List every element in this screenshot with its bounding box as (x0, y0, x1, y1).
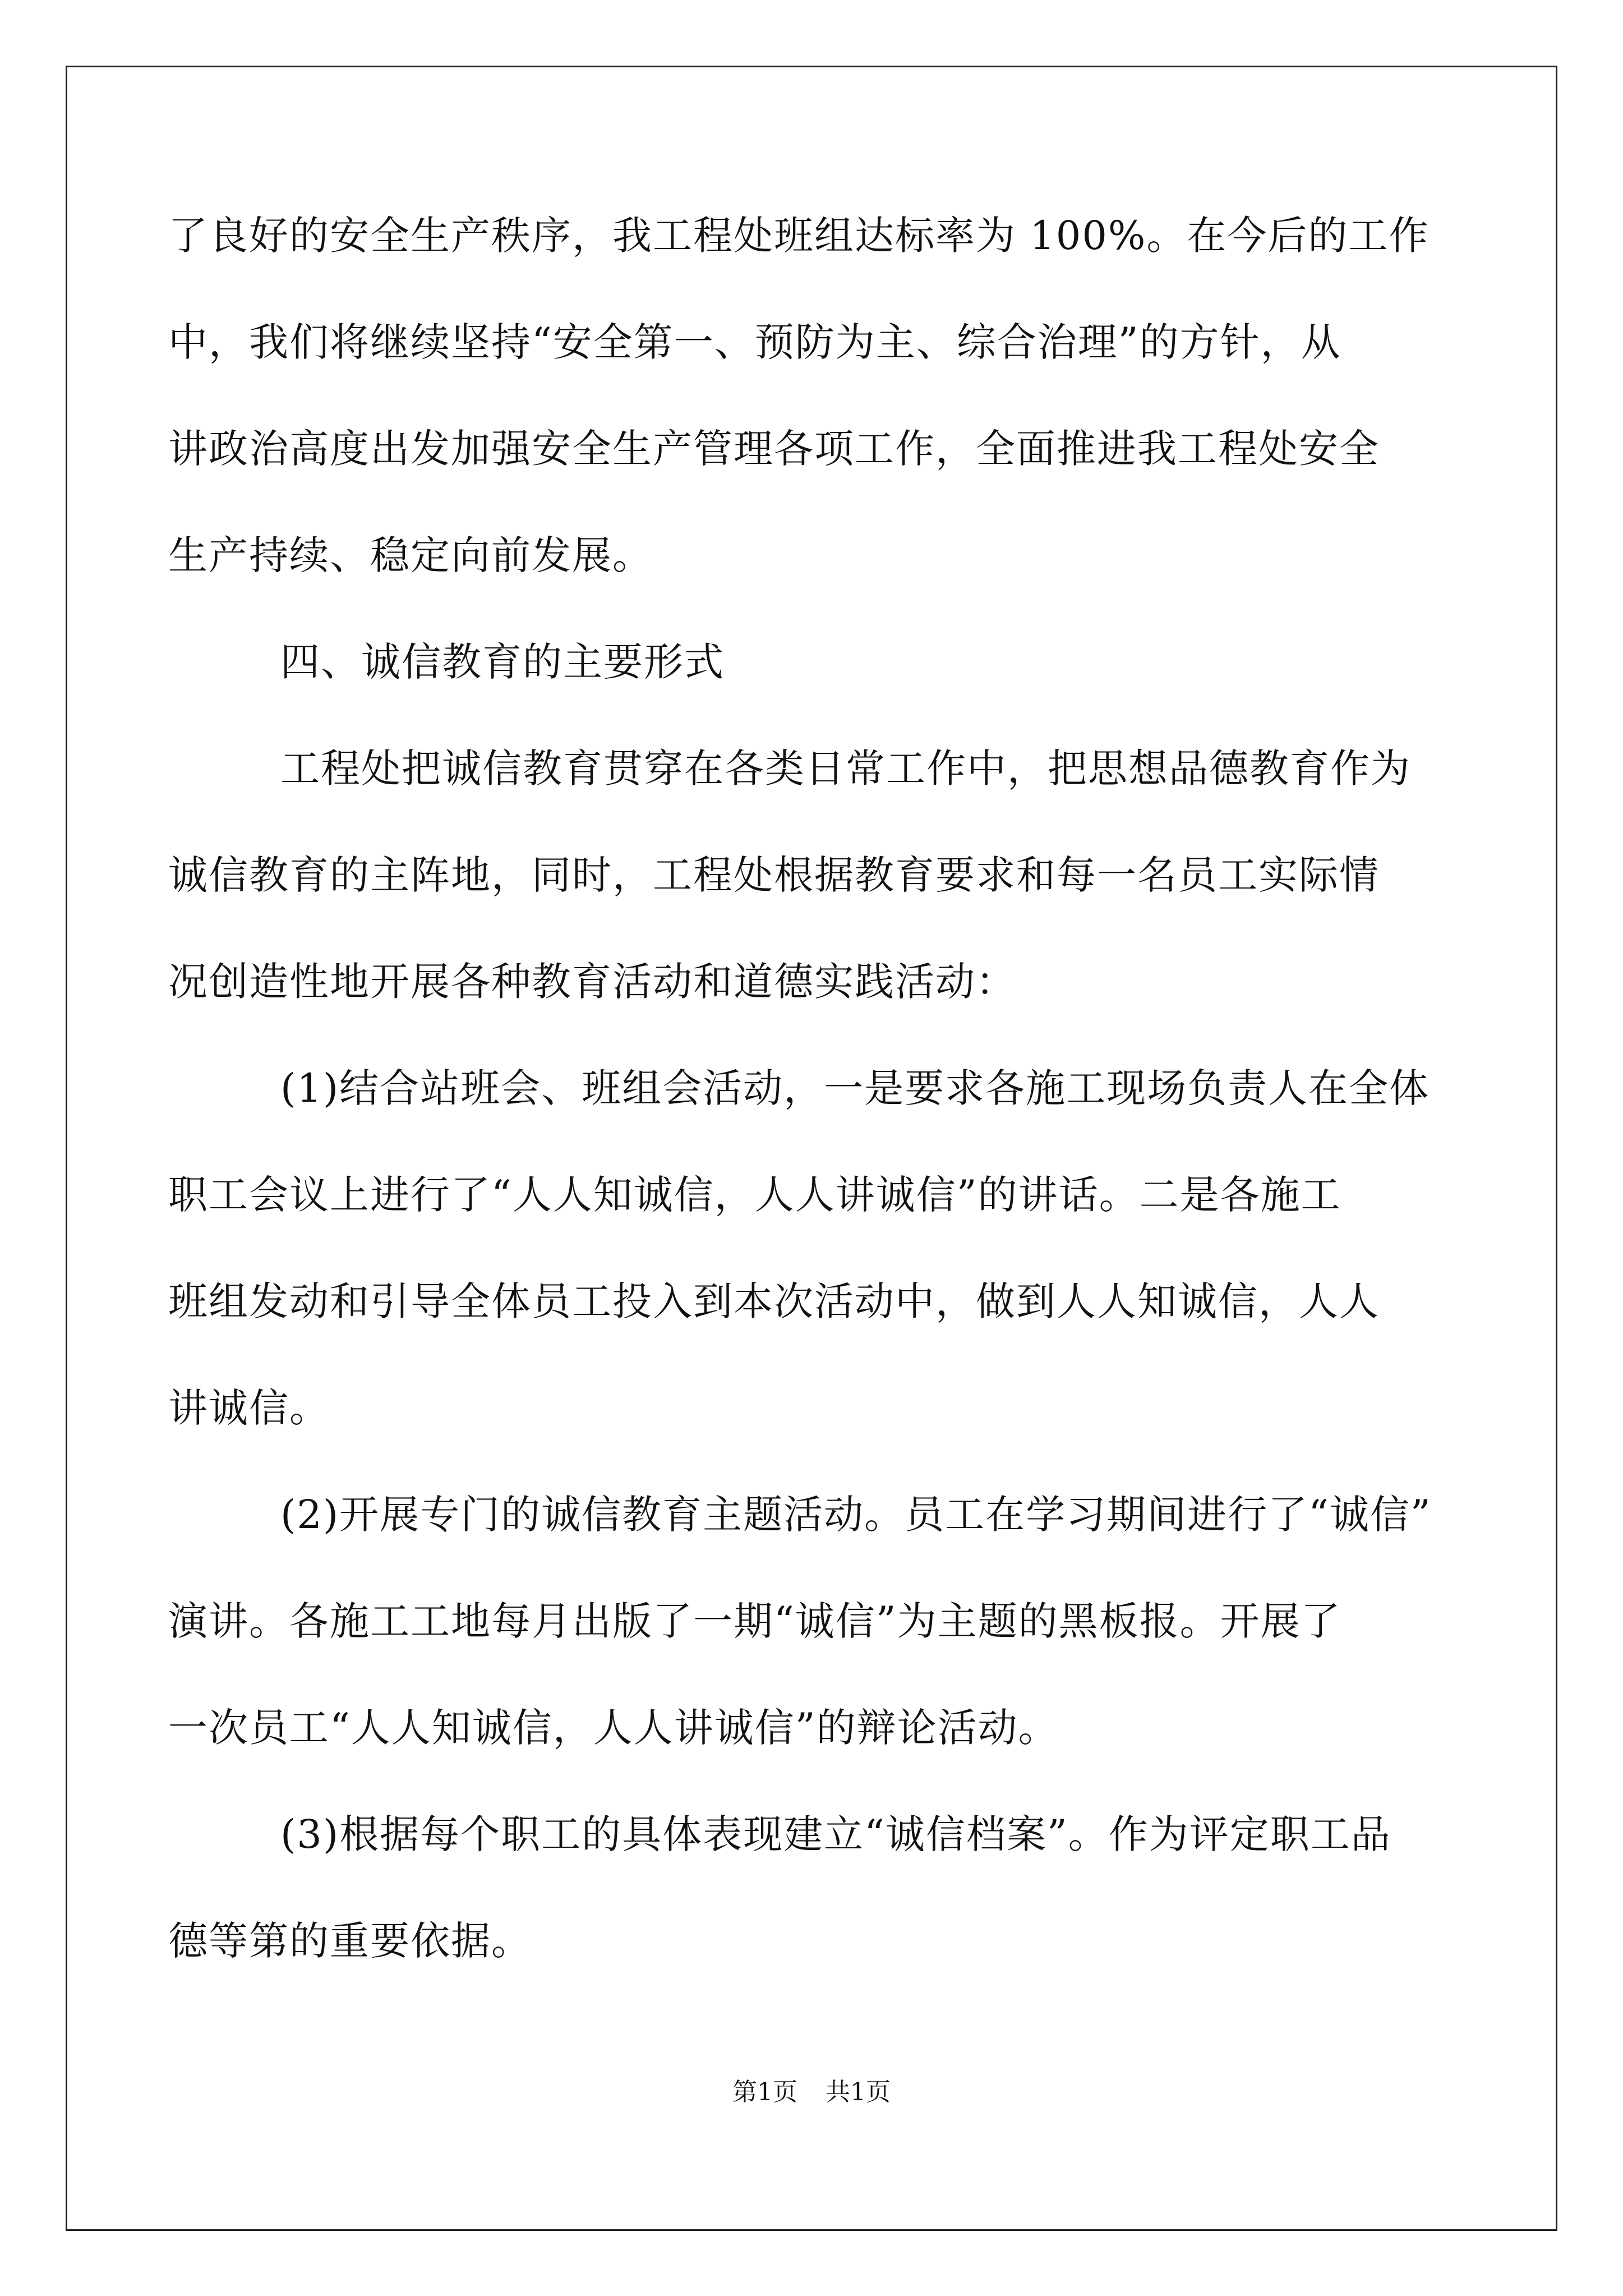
page-number: 第1页 (732, 2078, 797, 2106)
text-line: 况创造性地开展各种教育活动和道德实践活动： (168, 959, 1016, 1005)
text-line: 演讲。各施工工地每月出版了一期“诚信”为主题的黑板报。开展了 (168, 1598, 1341, 1644)
text-line: (2)开展专门的诚信教育主题活动。员工在学习期间进行了“诚信” (280, 1492, 1432, 1538)
text-line: 职工会议上进行了“人人知诚信，人人讲诚信”的讲话。二是各施工 (168, 1172, 1341, 1218)
text-line: 讲政治高度出发加强安全生产管理各项工作，全面推进我工程处安全 (168, 426, 1380, 472)
text-line: 一次员工“人人知诚信，人人讲诚信”的辩论活动。 (168, 1705, 1059, 1751)
text-line: 班组发动和引导全体员工投入到本次活动中，做到人人知诚信，人人 (168, 1278, 1380, 1324)
text-line: 讲诚信。 (168, 1385, 330, 1431)
text-line: 生产持续、稳定向前发展。 (168, 532, 653, 578)
text-line: 德等第的重要依据。 (168, 1918, 532, 1964)
text-line: (1)结合站班会、班组会活动，一是要求各施工现场负责人在全体 (280, 1065, 1430, 1111)
text-line: 中，我们将继续坚持“安全第一、预防为主、综合治理”的方针，从 (168, 319, 1341, 365)
page-footer (0, 2076, 1623, 2109)
text-line: (3)根据每个职工的具体表现建立“诚信档案”。作为评定职工品 (280, 1811, 1391, 1857)
page-total: 共1页 (826, 2078, 891, 2106)
text-line: 诚信教育的主阵地，同时，工程处根据教育要求和每一名员工实际情 (168, 852, 1380, 898)
section-heading: 四、诚信教育的主要形式 (280, 639, 725, 685)
text-line: 工程处把诚信教育贯穿在各类日常工作中，把思想品德教育作为 (280, 746, 1411, 792)
page-border (66, 66, 1557, 2231)
text-line: 了良好的安全生产秩序，我工程处班组达标率为 100%。在今后的工作 (168, 213, 1430, 259)
